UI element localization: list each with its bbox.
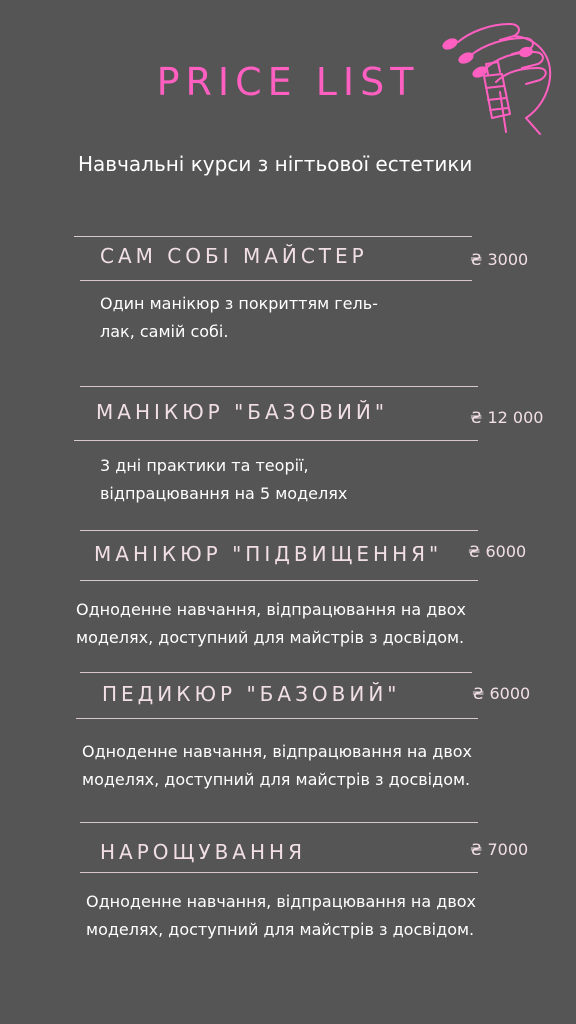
divider [80,872,478,873]
divider [76,718,478,719]
course-title: НАРОЩУВАННЯ [100,840,306,864]
manicure-hand-icon [440,14,558,136]
divider [80,580,478,581]
description-line: моделях, доступний для майстрів з досвідом. [86,920,475,939]
course-price: ₴ 12 000 [470,408,544,427]
course-title: САМ СОБІ МАЙСТЕР [100,244,368,268]
description-line: моделях, доступний для майстрів з досвідом. [82,770,471,789]
description-line: лак, самій собі. [100,322,229,341]
page-subtitle: Навчальні курси з нігтьової естетики [78,152,473,176]
course-price: ₴ 6000 [468,542,527,561]
description-line: Одноденне навчання, відпрацювання на двох [82,742,473,761]
divider [74,440,478,441]
course-description [100,452,347,508]
description-line: Одноденне навчання, відпрацювання на двох [76,600,467,619]
description-line: відпрацювання на 5 моделях [100,484,348,503]
divider [80,386,478,387]
course-description [86,888,476,944]
page-title: PRICE LIST [156,60,420,104]
course-title: ПЕДИКЮР "БАЗОВИЙ" [102,682,401,706]
description-line: 3 дні практики та теорії, [100,456,309,475]
course-price: ₴ 3000 [470,250,529,269]
divider [80,822,478,823]
description-line: моделях, доступний для майстрів з досвідом. [76,628,465,647]
description-line: Одноденне навчання, відпрацювання на двох [86,892,477,911]
description-line: Один манікюр з покриттям гель- [100,294,378,313]
course-description [76,596,466,652]
divider [80,672,472,673]
divider [80,280,472,281]
divider [74,236,472,237]
course-price: ₴ 7000 [470,840,529,859]
course-description [82,738,472,794]
course-title: МАНІКЮР "ПІДВИЩЕННЯ" [94,542,443,566]
course-price: ₴ 6000 [472,684,531,703]
course-description [100,290,378,346]
course-title: МАНІКЮР "БАЗОВИЙ" [96,400,389,424]
divider [80,530,478,531]
